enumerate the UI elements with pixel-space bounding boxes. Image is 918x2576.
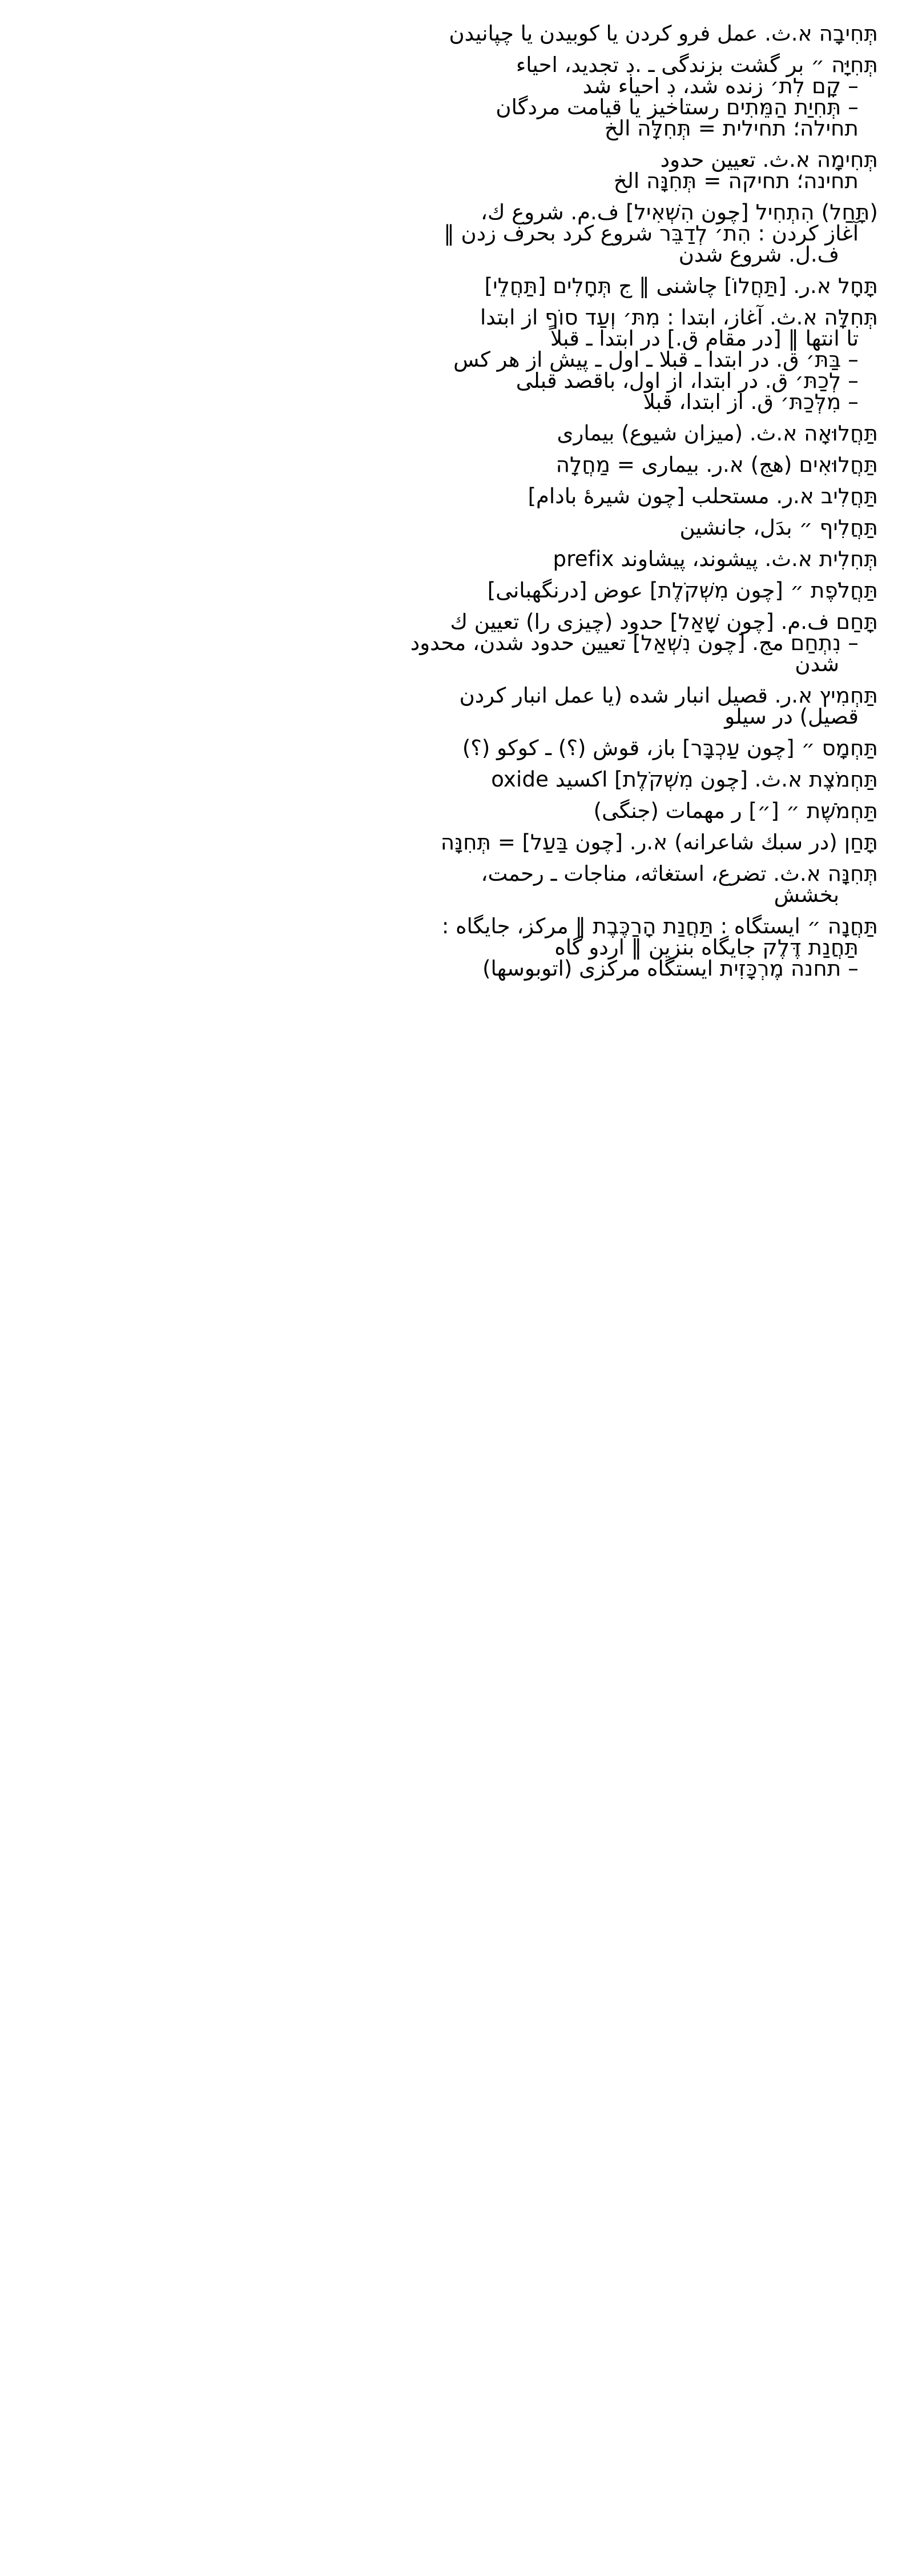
entry-line: תַּחְמִיץ א.ر. قصیل انبار شده (یا عمل انبار كردن: [459, 683, 878, 708]
dictionary-entry: [40, 580, 878, 601]
dictionary-entry: [40, 454, 878, 475]
entries-container: [40, 23, 878, 979]
dictionary-entry: [40, 517, 878, 538]
entry-line: بخشش: [774, 882, 839, 907]
entry-line: ‏– מִלְּכַתּ׳ ق. از ابتدا، قبلا: [643, 390, 859, 414]
dictionary-entry: [40, 611, 878, 675]
entry-line: תְּחִלָּה א.ث. آغاز، ابتدا : מִתּ׳ וְעַד סוֹף از ابتدا: [480, 305, 878, 330]
entry-line: תַּחְמֹצֶת א.ث. [چون מִשְׁקֹלֶת] اكسید oxide: [491, 767, 878, 792]
dictionary-entry: [40, 423, 878, 444]
entry-line: ‏– בַּתּ׳ ق. در ابتدا ـ قبلا ـ اول ـ پیش از هر كس: [453, 347, 859, 372]
dictionary-entry: [40, 275, 878, 296]
entry-line: תְּחִלִית א.ث. پیشوند، پیشاوند prefix: [553, 547, 878, 571]
entry-line: ‏– תחנה מֶרְכָּזִית ایستگاه مركزی (اتوبوسها): [482, 956, 859, 981]
entry-line: תַּחֲלוּאִים (هج) א.ر. بیماری = מַחֲלָה: [555, 452, 878, 477]
entry-line: תַּחֲלוּאָה א.ث. (میزان شیوع) بیماری: [557, 421, 878, 446]
dictionary-entry: [40, 307, 878, 412]
entry-line: תַּחֲלִיב א.ر. مستحلب [چون شیرهٔ بادام]: [528, 484, 878, 508]
dictionary-entry: [40, 485, 878, 507]
entry-line: ‏– תְּחִיַת הַמֵּתִים رستاخیز یا قیامت مردگان: [496, 95, 859, 119]
dictionary-entry: [40, 800, 878, 821]
dictionary-entry: [40, 863, 878, 905]
entry-line: תָּחַם ف.م. [چون שָׁאַל] حدود (چیزی را) تعیین ك: [450, 609, 878, 634]
entry-line: תְּחִיָּה ״ بر گشت بزندگی ـ .ڊ تجدید، احیاء: [516, 53, 878, 77]
entry-line: תַּחֲנַת דֶּלֶק جایگاه بنزین ‖ اردو گاه: [554, 935, 859, 960]
dictionary-entry: [40, 916, 878, 979]
dictionary-entry: [40, 548, 878, 569]
entry-line: תַּחֲלִיף ״ بدَل، جانشین: [679, 515, 878, 540]
dictionary-entry: [40, 54, 878, 139]
entry-line: תַּחְמָס ״ [چون עַכְבָּר] باز، قوش (؟) ـ كوكو (؟): [462, 736, 878, 760]
dictionary-entry: [40, 202, 878, 265]
dictionary-entry: [40, 149, 878, 191]
entry-line: ‏– נִתְחַם مج. [چون נִשְׁאַל] تعیین حدود شدن، محدود: [410, 631, 859, 655]
entry-line: ‏– לְכַתּ׳ ق. در ابتدا، از اول، باقصد قبلی: [516, 368, 859, 393]
entry-line: تا انتها ‖ [در مقام ق.] در ابتدا ـ قبلاً: [550, 326, 859, 351]
entry-line: תְּחִימָה א.ث. تعیین حدود: [660, 147, 878, 172]
entry-line: תָּחַן (در سبك شاعرانه) א.ر. [چون בַּעַל] = תְּחִנָּה: [440, 830, 878, 854]
entry-line: תחינה؛ תחיקה = תְּחִנָּה الخ: [613, 168, 859, 193]
entry-line: תַּחֲנָה ״ ایستگاه : תַּחֲנַת הָרַכֶּבֶת ‖ مركز، جایگاه :: [441, 914, 878, 938]
entry-line: תַּחֲלֹפֶת ״ [چون מִשְׁקֹלֶת] عوض [درنگهبانی]: [487, 578, 878, 603]
dictionary-entry: [40, 23, 878, 44]
entry-line: תְּחִנָּה א.ث. تضرع، استغاثه، مناجات ـ رحمت،: [481, 861, 878, 886]
entry-line: ف.ل. شروع شدن: [678, 242, 839, 267]
dictionary-entry: [40, 685, 878, 727]
entry-line: آغاز كردن : הִת׳ לְדַבֵּר شروع كرد بحرف زدن ‖: [444, 221, 859, 246]
entry-line: شدن: [795, 652, 839, 676]
entry-line: תְּחִיבָה א.ث. عمل فرو كردن یا كوبیدن یا چپانیدن: [449, 21, 878, 46]
entry-line: תחילה؛ תחילית = תְּחִלָּה الخ: [604, 116, 859, 141]
entry-line: תַּחְמֹשֶׁת ״ [״] ر مهمات (جنگی): [593, 799, 878, 823]
dictionary-entry: [40, 737, 878, 759]
dictionary-entry: [40, 769, 878, 790]
entry-line: قصیل) در سیلو: [724, 704, 859, 729]
entry-line: תָּחָל א.ر. [תַּחֲלוֹ] چاشنی ‖ ج תְּחָלִים [תַּחֲלֵי]: [484, 274, 878, 298]
entry-line: ‏– קָם לִת׳ زنده شد، ڊ احیاء شد: [582, 74, 859, 98]
entry-line: (תָּחַל) הִתְחִיל [چون הִשְׁאִיל] ف.م. شروع ك،: [481, 200, 878, 224]
dictionary-entry: [40, 832, 878, 853]
